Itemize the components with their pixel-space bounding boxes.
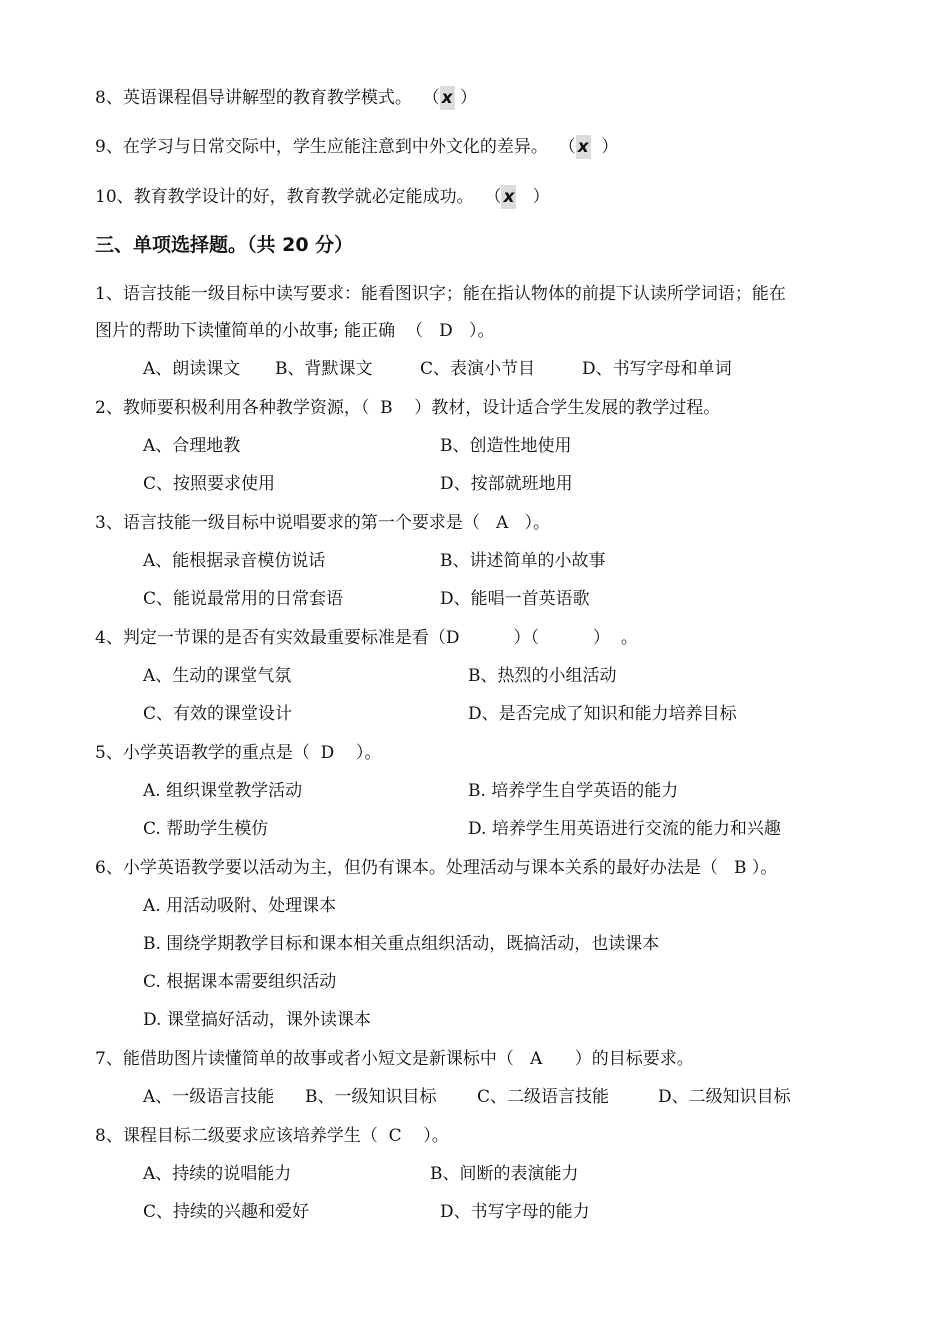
option-c: C、二级语言技能 xyxy=(477,1087,610,1107)
tf-item-10 xyxy=(95,185,550,209)
tf-item-close: ） xyxy=(590,137,619,157)
option-b: B. 培养学生自学英语的能力 xyxy=(468,781,679,801)
question-1-line-1: 1、语言技能一级目标中读写要求：能看图识字；能在指认物体的前提下认读所学词语；能在 xyxy=(95,284,786,304)
option-d: D. 课堂搞好活动，课外读课本 xyxy=(143,1010,371,1030)
tf-item-text: 10、教育教学设计的好，教育教学就必定能成功。 （ xyxy=(95,187,502,207)
answer-mark: x xyxy=(441,88,453,108)
option-b: B、热烈的小组活动 xyxy=(468,666,617,686)
option-a: A、生动的课堂气氛 xyxy=(143,666,292,686)
option-a: A、持续的说唱能力 xyxy=(143,1164,292,1184)
option-b: B、讲述简单的小故事 xyxy=(440,551,606,571)
tf-item-text: 8、英语课程倡导讲解型的教育教学模式。 （ xyxy=(95,88,440,108)
option-c: C、有效的课堂设计 xyxy=(143,704,293,724)
question-6-stem: 6、小学英语教学要以活动为主，但仍有课本。处理活动与课本关系的最好办法是（ B ）。 xyxy=(95,858,778,878)
section-heading: 三、单项选择题。（共 20 分） xyxy=(95,234,354,256)
option-b: B、一级知识目标 xyxy=(305,1087,437,1107)
option-b: B、背默课文 xyxy=(275,359,373,379)
option-b: B、间断的表演能力 xyxy=(430,1164,579,1184)
question-1-line-2: 图片的帮助下读懂简单的小故事; 能正确 （ D ）。 xyxy=(95,321,495,341)
answer-mark: x xyxy=(503,187,515,207)
question-7-stem: 7、能借助图片读懂简单的故事或者小短文是新课标中（ A ）的目标要求。 xyxy=(95,1049,694,1069)
option-c: C. 帮助学生模仿 xyxy=(143,819,269,839)
question-2-stem: 2、教师要积极利用各种教学资源，（ B ）教材，设计适合学生发展的教学过程。 xyxy=(95,398,721,418)
option-c: C. 根据课本需要组织活动 xyxy=(143,972,337,992)
question-3-stem: 3、语言技能一级目标中说唱要求的第一个要求是（ A ）。 xyxy=(95,513,551,533)
tf-item-close: ） xyxy=(516,187,550,207)
answer-mark: x xyxy=(577,137,589,157)
option-b: B、创造性地使用 xyxy=(440,436,572,456)
question-5-stem: 5、小学英语教学的重点是（ D ）。 xyxy=(95,743,382,763)
option-d: D、是否完成了知识和能力培养目标 xyxy=(468,704,737,724)
option-d: D、书写字母和单词 xyxy=(582,359,732,379)
option-d: D、按部就班地用 xyxy=(440,474,573,494)
option-b: B. 围绕学期教学目标和课本相关重点组织活动，既搞活动，也读课本 xyxy=(143,934,660,954)
option-c: C、表演小节目 xyxy=(420,359,536,379)
option-c: C、持续的兴趣和爱好 xyxy=(143,1202,310,1222)
option-a: A、合理地教 xyxy=(143,436,241,456)
tf-item-9 xyxy=(95,135,618,159)
option-c: C、按照要求使用 xyxy=(143,474,276,494)
tf-item-8 xyxy=(95,86,477,110)
question-8-stem: 8、课程目标二级要求应该培养学生（ C ）。 xyxy=(95,1126,449,1146)
tf-item-text: 9、在学习与日常交际中，学生应能注意到中外文化的差异。 （ xyxy=(95,137,576,157)
option-a: A、能根据录音模仿说话 xyxy=(143,551,326,571)
option-a: A. 组织课堂教学活动 xyxy=(143,781,303,801)
option-a: A、一级语言技能 xyxy=(143,1087,275,1107)
option-a: A. 用活动吸附、处理课本 xyxy=(143,896,337,916)
option-a: A、朗读课文 xyxy=(143,359,241,379)
option-d: D、能唱一首英语歌 xyxy=(440,589,590,609)
question-4-stem: 4、判定一节课的是否有实效最重要标准是看（D ）（ ） 。 xyxy=(95,628,638,648)
option-d: D、书写字母的能力 xyxy=(440,1202,590,1222)
option-d: D. 培养学生用英语进行交流的能力和兴趣 xyxy=(468,819,781,839)
option-c: C、能说最常用的日常套语 xyxy=(143,589,344,609)
tf-item-close: ） xyxy=(454,88,477,108)
option-d: D、二级知识目标 xyxy=(658,1087,791,1107)
